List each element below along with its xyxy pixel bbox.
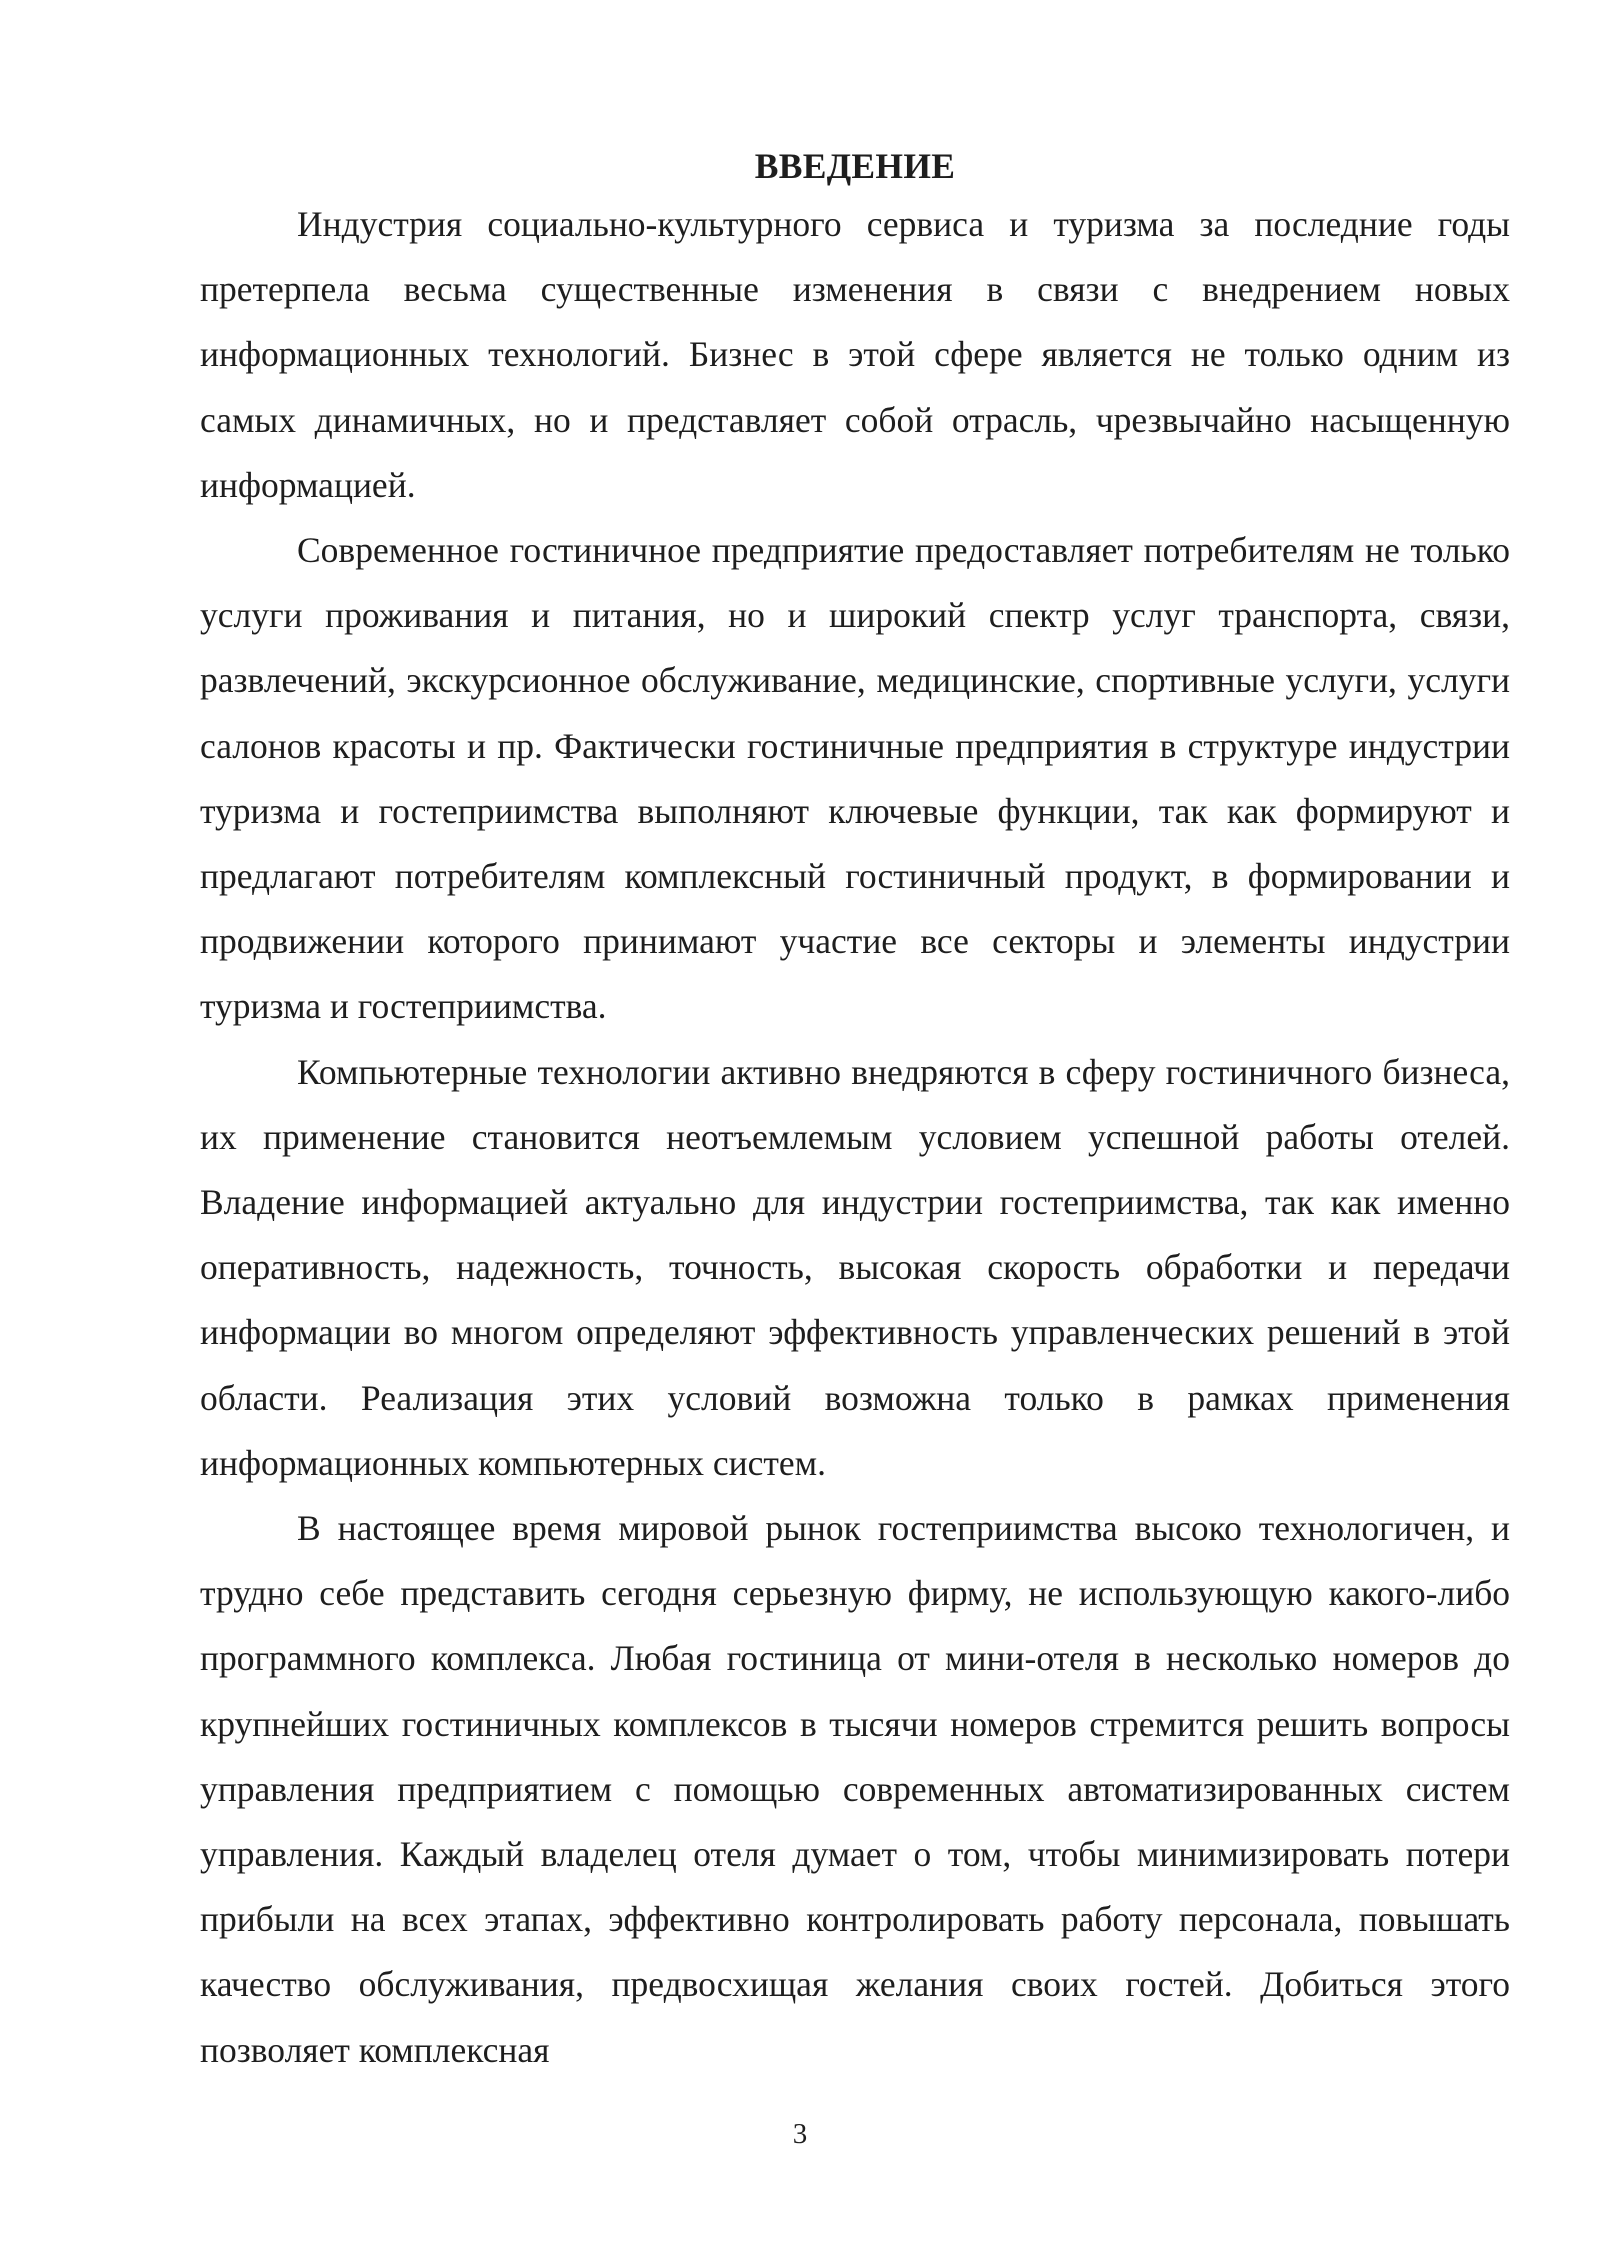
paragraph-1: Индустрия социально-культурного сервиса и туризма за последние годы претерпела весьма существенные изменения в связи с внедрением новых информационных технологий. Бизнес в этой сфере является не только одним из самых динамичных, но и представляет собой отрасль, чрезвычайно насыщенную информацией. <box>200 204 1510 505</box>
paragraph-3: Компьютерные технологии активно внедряются в сферу гостиничного бизнеса, их применение становится неотъемлемым условием успешной работы отелей. Владение информацией актуально для индустрии гостеприимства, так как именно оперативность, надежность, точность, высокая скорость обработки и передачи информации во многом определяют эффективность управленческих решений в этой области. Реализация этих условий возможна только в рамках применения информационных компьютерных систем. <box>200 1051 1510 1483</box>
page-body <box>200 140 1510 2083</box>
section-heading: ВВЕДЕНИЕ <box>754 146 956 186</box>
page-number: 3 <box>792 2118 808 2150</box>
paragraph-4: В настоящее время мировой рынок гостеприимства высоко технологичен, и трудно себе представить сегодня серьезную фирму, не использующую какого-либо программного комплекса. Любая гостиница от мини-отеля в несколько номеров до крупнейших гостиничных комплексов в тысячи номеров стремится решить вопросы управления предприятием с помощью современных автоматизированных систем управления. Каждый владелец отеля думает о том, чтобы минимизировать потери прибыли на всех этапах, эффективно контролировать работу персонала, повышать качество обслуживания, предвосхищая желания своих гостей. Добиться этого позволяет комплексная <box>200 1508 1510 2070</box>
paragraph-2: Современное гостиничное предприятие предоставляет потребителям не только услуги проживания и питания, но и широкий спектр услуг транспорта, связи, развлечений, экскурсионное обслуживание, медицинские, спортивные услуги, услуги салонов красоты и пр. Фактически гостиничные предприятия в структуре индустрии туризма и гостеприимства выполняют ключевые функции, так как формируют и предлагают потребителям комплексный гостиничный продукт, в формировании и продвижении которого принимают участие все секторы и элементы индустрии туризма и гостеприимства. <box>200 530 1510 1027</box>
